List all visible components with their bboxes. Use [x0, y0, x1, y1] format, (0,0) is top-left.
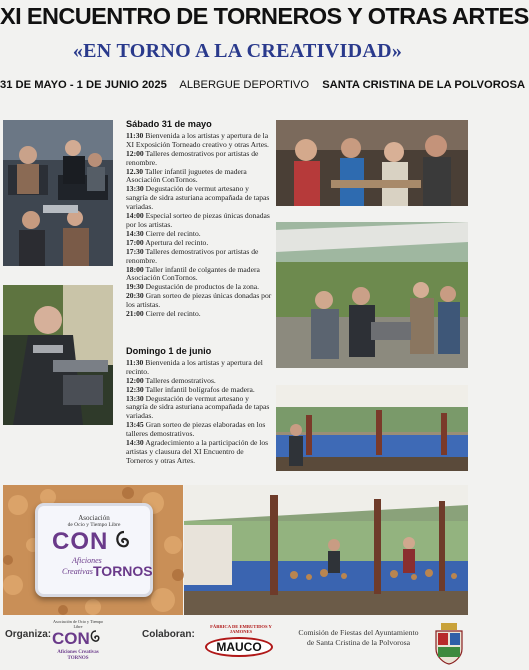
program-item-time: 18:00 — [126, 264, 144, 274]
program-item-time: 14:00 — [126, 211, 144, 221]
program-item — [126, 395, 272, 422]
program-item — [126, 292, 272, 310]
plaque-line4: Creativas — [62, 567, 93, 576]
program-item-text: Cierre del recinto. — [145, 309, 201, 319]
poster-subtitle: «EN TORNO A LA CREATIVIDAD» — [72, 40, 403, 62]
photo-exhibition-tables — [276, 385, 468, 471]
plaque-brand-con: CON — [52, 528, 109, 555]
program-item-time: 17:00 — [126, 237, 144, 247]
program-item-text: Gran sorteo de piezas únicas donadas por los artistas. — [126, 291, 272, 310]
program-item-time: 11:30 — [126, 357, 144, 367]
program-item — [126, 248, 272, 266]
sponsor-name: MAUCO — [205, 637, 273, 657]
organiza-label: Organiza: — [5, 629, 52, 640]
colaboran-label: Colaboran: — [142, 629, 195, 640]
program-item-time: 13:45 — [126, 420, 144, 430]
plaque-line2: de Ocio y Tiempo Libre — [67, 522, 121, 528]
program-item-time: 12:00 — [126, 148, 144, 158]
program-item-text: Taller infantil de colgantes de madera Asociación ConTornos. — [126, 264, 260, 283]
program-item — [126, 266, 272, 284]
plaque-line3: Aficiones — [72, 556, 102, 565]
program-item — [126, 150, 272, 168]
program-item-text: Especial sorteo de piezas únicas donadas por los artistas. — [126, 211, 270, 229]
program-item-text: Cierre del recinto. — [145, 228, 201, 238]
program-item — [126, 212, 272, 230]
organizer-logo — [50, 619, 106, 667]
plaque-brand-tornos: TORNOS — [93, 563, 153, 579]
program-item-time: 17:30 — [126, 246, 144, 256]
program-item-text: Agradecimiento a la participación de los artistas y clausura del XI Encuentro de Torneros y otras Artes. — [126, 438, 269, 465]
program-item — [126, 185, 272, 212]
org-logo-top: Asociación de Ocio y Tiempo Libre — [52, 619, 103, 629]
program-item-text: Gran sorteo de piezas elaboradas en los talleres demostrativos. — [126, 420, 266, 439]
program-item-text: Degustación de vermut artesano y sangría de sidra asturiana acompañada de tapas variadas. — [126, 184, 270, 212]
program-item-text: Bienvenida a los artistas y apertura del recinto. — [126, 357, 263, 376]
program-item-text: Taller infantil juguetes de madera Asociación ConTornos. — [126, 166, 247, 185]
coat-of-arms-icon — [432, 623, 466, 665]
program-item-text: Apertura del recinto. — [145, 237, 209, 247]
program-item — [126, 439, 272, 466]
photo-outdoor-demonstration — [276, 222, 468, 368]
program-item-text: Taller infantil bolígrafos de madera. — [145, 384, 255, 394]
program-item-time: 21:00 — [126, 309, 144, 319]
sunday-program — [126, 347, 272, 466]
program-item-time: 11:30 — [126, 130, 144, 140]
comision-line1: Comisión de Fiestas del Ayuntamiento — [298, 628, 419, 637]
sunday-heading: Domingo 1 de junio — [126, 346, 212, 356]
association-plaque — [35, 503, 153, 597]
org-logo-brand: CON — [52, 629, 90, 648]
photo-children-workshop — [276, 120, 468, 206]
event-place: SANTA CRISTINA DE LA POLVOROSA — [322, 79, 526, 91]
saturday-heading: Sábado 31 de mayo — [126, 119, 212, 129]
comision-line2: de Santa Cristina de la Polvorosa — [306, 638, 411, 647]
program-item-text: Bienvenida a los artistas y apertura de la XI Exposición Torneado creativo y otras Artes. — [126, 130, 269, 149]
program-item-time: 13:30 — [126, 393, 144, 403]
program-item — [126, 421, 272, 439]
program-item — [126, 132, 272, 150]
saturday-items — [126, 132, 272, 319]
program-item — [126, 359, 272, 377]
plaque-line1: Asociación — [78, 514, 110, 522]
program-item — [126, 168, 272, 186]
org-logo-spiral-icon — [88, 629, 104, 647]
event-venue: ALBERGUE DEPORTIVO — [179, 79, 310, 91]
sponsor-logo — [200, 624, 282, 664]
program-item-time: 20:30 — [126, 291, 144, 301]
sunday-items — [126, 359, 272, 466]
poster-title: XI ENCUENTRO DE TORNEROS Y OTRAS ARTES — [0, 3, 529, 29]
saturday-program — [126, 120, 272, 319]
plaque-spiral-icon — [112, 528, 136, 556]
program-item-text: Talleres demostrativos por artistas de renombre. — [126, 246, 259, 265]
photo-exhibition-hall — [184, 485, 468, 615]
photo-workshop-students — [3, 120, 113, 266]
program-item-time: 12.30 — [126, 166, 144, 176]
program-item-time: 12:30 — [126, 384, 144, 394]
program-item-text: Degustación de vermut artesano y sangría de sidra asturiana acompañada de tapas variadas. — [126, 393, 270, 421]
event-info-line — [0, 79, 526, 91]
org-logo-bottom: Aficiones Creativas TORNOS — [57, 650, 99, 661]
program-item — [126, 310, 272, 319]
program-item-text: Talleres demostrativos. — [145, 375, 216, 385]
program-item-text: Talleres demostrativos por artistas de renombre. — [126, 148, 259, 167]
program-item-time: 14:30 — [126, 228, 144, 238]
event-dates: 31 DE MAYO - 1 DE JUNIO 2025 — [0, 79, 167, 91]
program-item-time: 12:00 — [126, 375, 144, 385]
program-item-time: 19:30 — [126, 282, 144, 292]
program-item-time: 13:30 — [126, 184, 144, 194]
program-item-time: 14:30 — [126, 438, 144, 448]
program-item-text: Degustación de productos de la zona. — [145, 282, 260, 292]
photo-association-plaque — [3, 485, 183, 615]
sponsor-top: FÁBRICA DE EMBUTIDOS Y JAMONES — [210, 624, 272, 634]
photo-woodturner-lathe — [3, 285, 113, 425]
footer — [0, 615, 475, 670]
